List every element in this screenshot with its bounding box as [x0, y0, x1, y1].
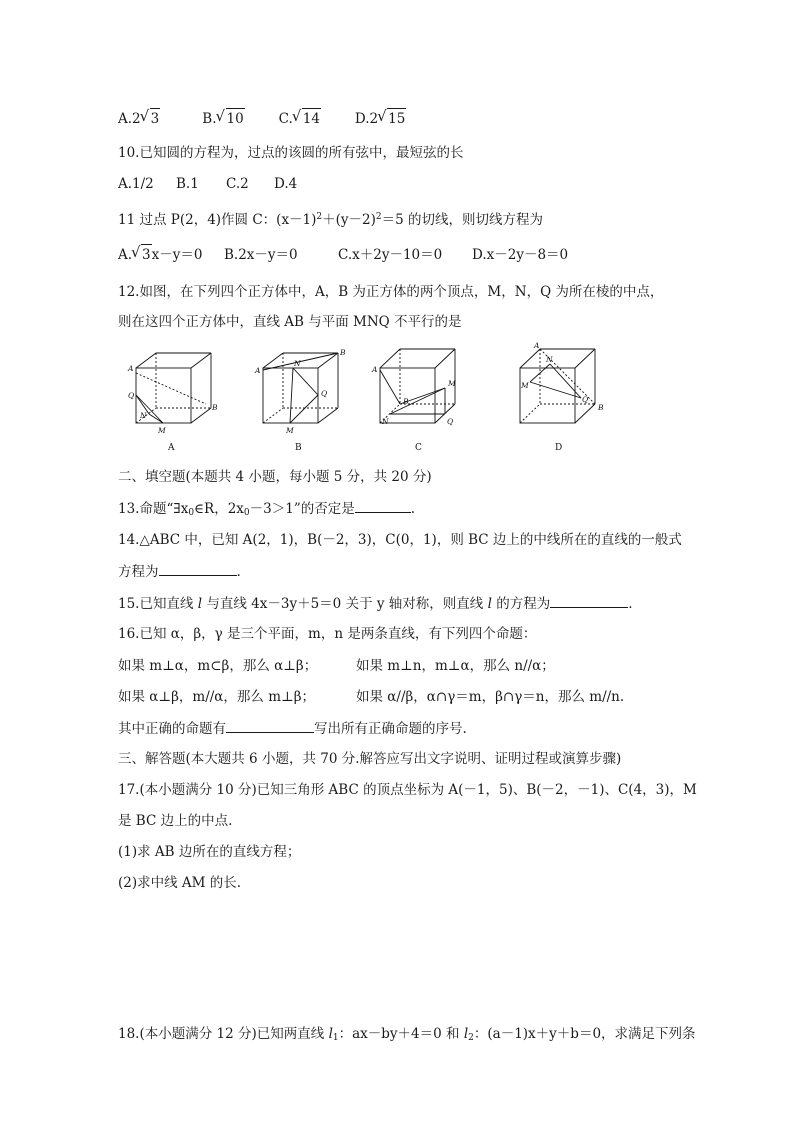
q14-end: . [236, 564, 241, 580]
q11-a-radicand: 3 [141, 244, 152, 265]
q15-end: . [628, 596, 633, 612]
radical-sign [378, 108, 406, 129]
fig-d-point-m: M [521, 381, 529, 390]
radical-sign [293, 108, 321, 129]
q13-b: ∈R，2x [194, 501, 244, 517]
q9-b-prefix: B. [202, 111, 217, 127]
q16-proposition-2: 如果 m⊥n，m⊥α，那么 n//α； [356, 658, 555, 674]
cube-figure-a [136, 353, 211, 423]
q12-line2: 则在这四个正方体中，直线 AB 与平面 MNQ 不平行的是 [118, 314, 462, 330]
q13-end: . [410, 501, 416, 517]
q9-a-radicand: 3 [150, 108, 161, 129]
q11-options [118, 244, 568, 265]
q9-option-b [202, 108, 274, 129]
q18-c: ：(a－1)x＋y＋b＝0，求满足下列条 [473, 1026, 696, 1042]
q18-subscript-2: 2 [468, 1033, 474, 1043]
fig-b-point-n: N [294, 359, 301, 368]
q17-part2: (2)求中线 AM 的长. [118, 875, 242, 891]
q14-answer-blank[interactable] [159, 561, 237, 576]
q15-line-l: l [197, 596, 203, 612]
q13-a: 13.命题“∃x [118, 501, 189, 517]
fig-a-point-q: Q [128, 391, 135, 400]
q11-exponent-2: 2 [375, 212, 382, 222]
q16-proposition-3: 如果 α⊥β，m//α，那么 m⊥β； [118, 689, 316, 705]
q16-row2 [118, 687, 624, 707]
radical-sign [217, 108, 245, 129]
q17-part1: (1)求 AB 边所在的直线方程； [118, 844, 301, 860]
q9-option-d [355, 108, 406, 129]
q15-c: 的方程为 [491, 596, 551, 612]
fig-label-a: A [168, 443, 175, 453]
cube-point-labels [127, 341, 604, 435]
q18-line-l2: l [463, 1026, 469, 1042]
q11-stem-c: ＝5 的切线，则切线方程为 [381, 212, 544, 228]
q9-d-radicand: 15 [387, 108, 406, 129]
fig-c-point-n: N [382, 417, 389, 426]
q11-a-prefix: A. [118, 247, 133, 263]
q10-option-d: D.4 [274, 176, 298, 192]
q11-option-b: B.2x－y＝0 [224, 247, 298, 263]
q14-line1: 14.△ABC 中，已知 A(2，1)，B(－2，3)，C(0，1)，则 BC 边上的中线所在的直线的一般式 [118, 532, 682, 548]
q13-subscript-1: 0 [188, 508, 195, 518]
q17-line1: 17.(本小题满分 10 分)已知三角形 ABC 的顶点坐标为 A(－1，5)、B(－2，－1)、C(4，3)，M [118, 782, 697, 798]
q13-subscript-2: 0 [243, 508, 250, 518]
q18-subscript-1: 1 [332, 1033, 339, 1043]
q16-tail [118, 718, 467, 739]
fig-b-point-m: M [286, 426, 294, 435]
fig-c-point-q: Q [447, 417, 454, 426]
fig-label-d: D [555, 443, 563, 453]
q16-answer-blank[interactable] [226, 718, 314, 733]
fig-d-point-n: N [546, 355, 553, 364]
q11-stem-b: ＋(y－2) [322, 212, 376, 228]
q15-a: 15.已知直线 [118, 596, 198, 612]
fig-b-point-a: A [255, 366, 261, 375]
fig-label-b: B [295, 443, 302, 453]
q11-option-c: C.x＋2y－10＝0 [338, 247, 443, 263]
fig-d-point-b: B [598, 403, 604, 412]
q17-line2: 是 BC 边上的中点. [118, 813, 233, 829]
q11-option-a [118, 244, 224, 265]
fig-a-point-n: N [140, 411, 147, 420]
q12-figures [118, 338, 618, 458]
cube-figure-d [520, 349, 595, 423]
fig-a-point-a: A [128, 364, 134, 373]
q18-b: ：ax－by＋4＝0 和 [338, 1026, 464, 1042]
section-3-heading: 三、解答题(本大题共 6 小题，共 70 分.解答应写出文字说明、证明过程或演算步骤) [118, 751, 622, 767]
q16-proposition-4: 如果 α//β，α∩γ＝m，β∩γ＝n，那么 m//n. [356, 689, 625, 705]
q13-c: －3＞1”的否定是 [249, 501, 355, 517]
fig-a-point-b: B [212, 403, 218, 412]
figure-caption-labels [167, 443, 562, 453]
q15-answer-blank[interactable] [550, 593, 628, 608]
q16-proposition-1: 如果 m⊥α，m⊂β，那么 α⊥β； [118, 658, 318, 674]
q16-row1 [118, 656, 555, 676]
q10-stem: 10.已知圆的方程为，过点的该圆的所有弦中，最短弦的长 [118, 145, 464, 161]
fig-d-point-q: Q [582, 395, 589, 404]
fig-b-point-q: Q [321, 389, 328, 398]
q9-option-a [118, 108, 198, 129]
fig-c-point-a: A [372, 365, 378, 374]
q9-b-radicand: 10 [226, 108, 245, 129]
q9-d-prefix: D.2 [354, 111, 379, 127]
q14-line2-text: 方程为 [118, 564, 159, 580]
fig-label-c: C [415, 443, 422, 453]
q10-options [118, 174, 297, 194]
fig-b-point-b: B [340, 348, 346, 357]
q16-tail-b: 写出所有正确命题的序号. [314, 721, 467, 737]
q18-stem [118, 1024, 696, 1048]
q15-line-l-2: l [487, 596, 492, 612]
q15-b: 与直线 4x－3y＋5＝0 关于 y 轴对称，则直线 [202, 596, 488, 612]
q14-line2 [118, 561, 241, 582]
q18-line-l1: l [328, 1026, 333, 1042]
q9-c-radicand: 14 [302, 108, 321, 129]
radical-sign [141, 108, 161, 129]
q9-a-prefix: A.2 [118, 111, 141, 127]
fig-a-point-m: M [158, 426, 166, 435]
fig-c-point-m: M [448, 379, 456, 388]
fig-c-point-b: B [403, 397, 409, 406]
q13 [118, 498, 415, 523]
cube-figure-c [380, 349, 455, 423]
q9-option-c [279, 108, 351, 129]
fig-d-point-a: A [534, 341, 540, 350]
section-2-heading: 二、填空题(本题共 4 小题，每小题 5 分，共 20 分) [118, 469, 432, 485]
q10-option-b: B.1 [176, 176, 199, 192]
q10-option-a: A.1/2 [118, 176, 154, 192]
q16-tail-a: 其中正确的命题有 [118, 721, 226, 737]
q13-answer-blank[interactable] [355, 498, 411, 513]
q12-line1: 12.如图，在下列四个正方体中，A，B 为正方体的两个顶点，M，N，Q 为所在棱的中点， [118, 284, 664, 300]
q9-options [118, 108, 406, 129]
q11-a-rest: x－y＝0 [151, 247, 203, 263]
q11-exponent-1: 2 [316, 212, 323, 222]
q10-option-c: C.2 [226, 176, 249, 192]
q9-c-prefix: C. [278, 111, 293, 127]
q18-a: 18.(本小题满分 12 分)已知两直线 [118, 1026, 329, 1042]
q11-option-d: D.x－2y－8＝0 [472, 247, 569, 263]
q15 [118, 593, 633, 614]
radical-sign [132, 244, 152, 265]
q11-stem [118, 207, 543, 230]
q16-stem: 16.已知 α，β，γ 是三个平面，m，n 是两条直线，有下列四个命题： [118, 626, 537, 642]
q11-stem-a: 11 过点 P(2，4)作圆 C：(x－1) [118, 212, 317, 228]
cube-figures-svg [118, 338, 618, 458]
